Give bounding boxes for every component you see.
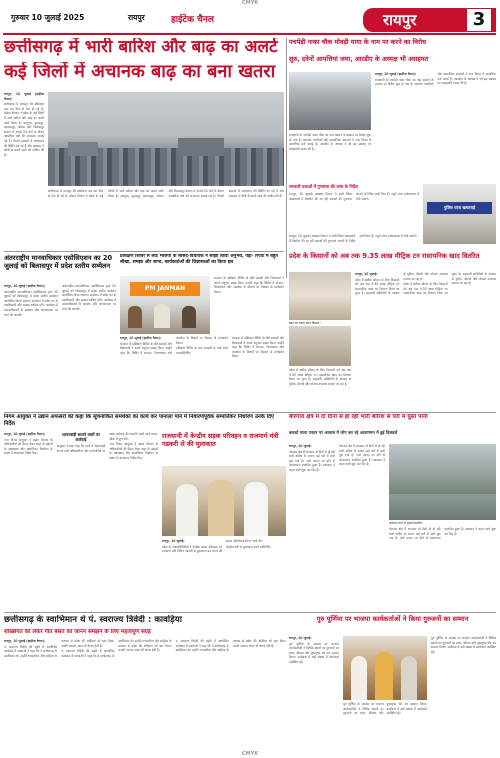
right-top-subheadline: सरकारी दवाओं में गुणवत्ता की जांच के निर्देश <box>289 184 358 189</box>
right-top-body-2: राजधानी के पचपेड़ी नाका चौक का नाम बदलने के प्रस्ताव पर विरोध शुरू हो गया है। स्थानीय नागरिकों और सामाजिक संगठनों ने नगर निगम में आपत्तियां दर्ज कराई हैं। आरडीए के अध्यक्ष ने भी इस प्रस्ताव पर असहमति व्यक्त की है। <box>289 133 371 151</box>
literature-headline: छत्तीसगढ़ के स्वाभिमान थे पं. स्वराज्य त्रिवेदी : कावड़िया <box>4 615 182 625</box>
rapid-photo-fertilizer <box>289 272 351 320</box>
flood-dateline: रायपुर, 10 जुलाई। <box>289 444 312 448</box>
crime-body-3: नगर निगम आयुक्त ने उद्यान विभाग के अधिकारियों की बैठक लेकर शहर के उद्यानों के रखरखाव और सम्पत्तिकर निर्धारण के संबंध में आवश्यक निर्देश दिए। <box>109 442 158 460</box>
masthead-bar <box>3 8 496 32</box>
top-cmyk-label: CMYK <box>241 0 259 6</box>
right-top-headline-1: पचपेड़ी नाका चौक मोवड़ी याया के नाम पर करने का विरोध <box>289 38 427 46</box>
flood-headline: बोरगांव क्षेत्र में दो दिनों से हो रही भारी बारिश से घरों में घुसा पानी <box>289 414 428 420</box>
right-top-dateline: रायपुर, 10 जुलाई (हाईटेक चैनल)। <box>375 72 417 76</box>
gadkari-headline: राजधानी में केन्द्रीय सड़क परिवहन व राजमार्ग मंत्री गडकरी से की मुलाकात <box>162 432 279 448</box>
camp-side-text <box>214 276 284 334</box>
flood-photo-waterlogged-road <box>389 444 496 520</box>
gadkari-body: प्रदेश के जनप्रतिनिधियों ने केन्द्रीय सड़क परिवहन एवं राजमार्ग मंत्री नितिन गडकरी से मुलाकात कर राज्य की सड़क परियोजनाओं पर चर्चा की। <box>162 539 263 554</box>
camp-body-2: भाजपा के प्रशिक्षण शिविर से लौटे सांसदों और विधायकों ने अपने अनुभव साझा किए। उन्होंने कहा कि शिविर में संगठन, विचारधारा और जनसेवा के विषयों पर विस्तार से मार्गदर्शन मिला। <box>232 336 284 359</box>
flood-story <box>289 414 496 610</box>
rapid-text-left <box>289 368 351 410</box>
guru-text-right <box>431 636 496 750</box>
gadkari-dateline: रायपुर, 10 जुलाई। <box>162 539 185 543</box>
masthead-rule <box>3 33 496 35</box>
rapid-text <box>355 272 496 410</box>
rapid-headline: प्रदेश के किसानों को अब तक 9.35 लाख मीट्रिक टन रासायनिक खाद वितरित <box>289 252 480 260</box>
lead-headline-1: छत्तीसगढ़ में भारी बारिश और बाढ़ का अलर्ट <box>4 38 278 57</box>
guru-text-bottom <box>343 702 427 750</box>
literature-story <box>4 614 286 750</box>
seminar-dateline: रायपुर, 10 जुलाई (हाईटेक चैनल)। <box>4 284 46 288</box>
right-top-headline-2: सुरु, दवेनों आपत्तियां जमा, आरडीए के अध्यक्ष भी असहमत <box>289 55 429 63</box>
seminar-headline: अंतरराष्ट्रीय मानवाधिकार एसोसिएशन का 20 जुलाई को बिलासपुर में प्रदेश स्तरीय सम्मेलन <box>4 254 113 271</box>
lead-body-cont: छत्तीसगढ़ में मानसून की सक्रियता एक बार फिर से तेज हो गई है। मौसम विभाग ने प्रदेश के कई जिलों में भारी बारिश और बाढ़ का अलर्ट जारी किया है। सरगुजा, सूरजपुर, बलरामपुर, कोरबा और बिलासपुर संभाग में अगले 24 घंटों के दौरान अत्यधिक वर्षा की संभावना जताई गई है। निचले इलाकों में जलभराव की स्थिति बन गई है और प्रशासन ने लोगों से सतर्क रहने की अपील की है। <box>48 189 284 198</box>
gadkari-text <box>162 539 286 610</box>
literature-subheadline: शख्सियत को लेकर गीत बसंत को जानने समझने के लिए महत्वपूर्ण संग्रह <box>4 629 151 635</box>
camp-banner: PM JANMAN <box>130 282 200 296</box>
crime-text <box>4 432 158 610</box>
section-tab <box>363 8 496 32</box>
lead-lower-text <box>48 189 284 244</box>
camp-caption: प्रशिक्षण शिविर के बाद पत्रकारों से चर्चा करते जनप्रतिनिधि। <box>176 346 228 355</box>
masthead-brand: हाईटेक चैनल <box>171 15 214 25</box>
section-name: रायपुर <box>383 11 417 29</box>
lead-photo-city-skyline <box>48 92 284 186</box>
right-top-sub-text <box>289 192 419 232</box>
camp-headline: प्रशिक्षण शिविर से लौटे भाजपा के सांसद-विधायक ने साझा किया अनुभव, पड़ा- रिपोर्ट में बहुत सीखा, समझा और जाना, कार्यकर्ताओं की जिज्ञासाओं का किया हल <box>120 254 278 265</box>
right-top-bottom-text <box>289 234 496 246</box>
guru-story <box>289 614 496 750</box>
right-top-sub-body: रायपुर, 10 जुलाई। स्वास्थ्य विभाग ने सभी जिला अस्पतालों में वितरित की जा रही दवाओं की गुणवत्ता जांचने के निर्देश जारी किए हैं। नमूने राज्य प्रयोगशाला में भेजे जाएंगे। <box>289 192 419 201</box>
rapid-body-2: प्रदेश में खरीफ सीजन के लिए किसानों को अब तक 9.35 लाख मीट्रिक टन रासायनिक खाद का वितरण किया जा चुका है। सहकारी समितियों के माध्यम से यूरिया, डीएपी और पोटाश उपलब्ध कराया जा रहा है। <box>403 272 496 296</box>
crime-headline: निगम आयुक्त ने उद्यान अफसरों को कहा कि सूचनाकित समर्थकों का कार्य कर पानाला पाने में निवारणपूर्वक सम्पत्तिकर निर्धारण उनके दिए निर्देश <box>4 414 275 427</box>
horizontal-divider-1 <box>4 251 284 252</box>
rapid-dateline: रायपुर, 10 जुलाई। <box>355 272 378 276</box>
gadkari-photo-meeting <box>162 466 286 536</box>
guru-body-3: गुरु पूर्णिमा के अवसर पर भाजपा कार्यकर्ताओं ने विभिन्न स्थानों पर गुरुजनों का शाल, श्रीफल और पुष्पगुच्छ भेंट कर सम्मान किया। कार्यक्रम में बड़ी संख्या में कार्यकर्ता उपस्थित रहे। <box>431 636 496 654</box>
lead-headline-2: कई जिलों में अचानक बाढ़ का बना खतरा <box>4 62 276 82</box>
seminar-story <box>4 254 116 410</box>
flood-subheadline: कवर्धा नाला उफान पर आवास में लोग कर रहे आवागमन में हुई दिक्कतें <box>289 430 398 435</box>
flood-body: बोरगांव क्षेत्र में लगातार दो दिनों से हो रही भारी बारिश के कारण कई घरों में पानी घुस गया है। नाले उफान पर होने से आवागमन प्रभावित हुआ है। प्रशासन ने राहत कार्य शुरू कर दिए हैं। <box>289 449 335 472</box>
literature-body-3: पं. स्वराज्य त्रिवेदी की स्मृति में आयोजित कार्यक्रम में वक्ताओं ने कहा कि वे छत्तीसगढ़ के स्वाभिमान थे। उन्होंने पत्रकारिता और साहित्य के माध्यम से प्रदेश की अस्मिता को स्वर दिया। उनकी रचनाएं आज भी प्रेरणा देती हैं। <box>175 639 286 653</box>
guru-body-2: गुरु पूर्णिमा के अवसर पर भाजपा कार्यकर्ताओं ने विभिन्न स्थानों पर गुरुजनों का शाल, श्रीफल और पुष्पगुच्छ भेंट कर सम्मान किया। कार्यक्रम में बड़ी संख्या में कार्यकर्ता उपस्थित रहे। <box>343 702 427 716</box>
horizontal-divider-2 <box>4 412 496 413</box>
page-number: 3 <box>467 9 491 31</box>
lead-dateline: रायपुर, 10 जुलाई (हाईटेक चैनल)। <box>4 92 44 101</box>
guru-text-left <box>289 636 339 750</box>
rapid-caption: खाद का उठाव करते किसान। <box>289 321 321 325</box>
gadkari-caption: केन्द्रीय मंत्री से मुलाकात करते प्रतिनिधि। <box>226 544 271 549</box>
guru-photo-felicitation <box>343 636 427 700</box>
camp-dateline: रायपुर, 10 जुलाई (हाईटेक चैनल)। <box>120 336 162 340</box>
seminar-text <box>4 284 116 410</box>
masthead-city: रायपुर <box>128 13 145 22</box>
horizontal-divider-3 <box>4 612 496 613</box>
right-top-body: राजधानी के पचपेड़ी नाका चौक का नाम बदलने के प्रस्ताव पर विरोध शुरू हो गया है। स्थानीय नागरिकों और सामाजिक संगठनों ने नगर निगम में आपत्तियां दर्ज कराई हैं। आरडीए के अध्यक्ष ने भी इस प्रस्ताव पर असहमति व्यक्त की है। <box>375 72 496 87</box>
seminar-body: अंतरराष्ट्रीय मानवाधिकार एसोसिएशन द्वारा 20 जुलाई को बिलासपुर में प्रदेश स्तरीय सम्मेलन आयोजित किया जाएगा। सम्मेलन में प्रदेश भर के पदाधिकारी और सदस्य शामिल होंगे। कार्यक्रम में मानवाधिकारों के संरक्षण और जागरूकता पर चर्चा की जाएगी। <box>4 289 58 317</box>
camp-body-side: भाजपा के प्रशिक्षण शिविर से लौटे सांसदों और विधायकों ने अपने अनुभव साझा किए। उन्होंने कहा कि शिविर में संगठन, विचारधारा और जनसेवा के विषयों पर विस्तार से मार्गदर्शन मिला। <box>214 276 284 294</box>
lead-column-1 <box>4 92 44 242</box>
guru-dateline: रायपुर, 10 जुलाई। <box>289 636 312 640</box>
police-station-banner: पुलिस थाना खमतराई <box>427 202 492 214</box>
crime-body-2: आयुक्त ने स्पष्ट कहा कि कार्य में लापरवाही बरतने वाले अधिकारियों और कर्मचारियों पर सख्त कार्रवाई की जाएगी। सभी कार्य समय-सीमा में पूर्ण करें। <box>56 432 158 453</box>
rapid-story <box>289 252 496 410</box>
right-top-photo-road <box>289 72 371 130</box>
literature-body-2: पं. स्वराज्य त्रिवेदी की स्मृति में आयोजित कार्यक्रम में वक्ताओं ने कहा कि वे छत्तीसगढ़ के स्वाभिमान थे। उन्होंने पत्रकारिता और साहित्य के माध्यम से प्रदेश की अस्मिता को स्वर दिया। उनकी रचनाएं आज भी प्रेरणा देती हैं। <box>61 639 172 658</box>
literature-body: पं. स्वराज्य त्रिवेदी की स्मृति में आयोजित कार्यक्रम में वक्ताओं ने कहा कि वे छत्तीसगढ़ के स्वाभिमान थे। उन्होंने पत्रकारिता और साहित्य के माध्यम से प्रदेश की अस्मिता को स्वर दिया। उनकी रचनाएं आज भी प्रेरणा देती हैं। <box>4 639 115 658</box>
rapid-body: प्रदेश में खरीफ सीजन के लिए किसानों को अब तक 9.35 लाख मीट्रिक टन रासायनिक खाद का वितरण किया जा चुका है। सहकारी समितियों के माध्यम से यूरिया, डीएपी और पोटाश उपलब्ध कराया जा रहा है। <box>355 272 448 296</box>
bottom-cmyk-label: CMYK <box>241 751 259 757</box>
crime-dateline: रायपुर, 10 जुलाई (हाईटेक चैनल)। <box>4 432 46 436</box>
guru-headline: गुरु पूर्णिमा पर भाजपा कार्यकर्ताओं ने किया गुरुजनों का सम्मान <box>316 615 469 623</box>
flood-text-left <box>289 444 385 610</box>
rapid-photo-2 <box>289 326 351 366</box>
crime-body: नगर निगम आयुक्त ने उद्यान विभाग के अधिकारियों की बैठक लेकर शहर के उद्यानों के रखरखाव और सम्पत्तिकर निर्धारण के संबंध में आवश्यक निर्देश दिए। <box>4 437 53 456</box>
camp-body: भाजपा के प्रशिक्षण शिविर से लौटे सांसदों और विधायकों ने अपने अनुभव साझा किए। उन्होंने कहा कि शिविर में संगठन, विचारधारा और जनसेवा के विषयों पर विस्तार से मार्गदर्शन मिला। <box>120 336 228 355</box>
flood-body-2: बोरगांव क्षेत्र में लगातार दो दिनों से हो रही भारी बारिश के कारण कई घरों में पानी घुस गया है। नाले उफान पर होने से आवागमन प्रभावित हुआ है। प्रशासन ने राहत कार्य शुरू कर दिए हैं। <box>339 444 385 467</box>
literature-dateline: रायपुर, 10 जुलाई (हाईटेक चैनल)। <box>4 639 46 643</box>
flood-body-3: बोरगांव क्षेत्र में लगातार दो दिनों से हो रही भारी बारिश के कारण कई घरों में पानी घुस गया है। नाले उफान पर होने से आवागमन प्रभावित हुआ है। प्रशासन ने राहत कार्य शुरू कर दिए हैं। <box>389 527 496 541</box>
right-top-text <box>375 72 496 182</box>
right-top-text-left <box>289 133 371 183</box>
camp-story <box>120 254 284 410</box>
lead-body: छत्तीसगढ़ में मानसून की सक्रियता एक बार फिर से तेज हो गई है। मौसम विभाग ने प्रदेश के कई जिलों में भारी बारिश और बाढ़ का अलर्ट जारी किया है। सरगुजा, सूरजपुर, बलरामपुर, कोरबा और बिलासपुर संभाग में अगले 24 घंटों के दौरान अत्यधिक वर्षा की संभावना जताई गई है। निचले इलाकों में जलभराव की स्थिति बन गई है और प्रशासन ने लोगों से सतर्क रहने की अपील की है। <box>4 102 44 157</box>
crime-subhead: लापरवाही बरतने वालों पर कार्रवाई <box>62 432 100 442</box>
masthead-date: गुरुवार 10 जुलाई 2025 <box>11 13 85 22</box>
flood-caption: जलमग्न मार्ग से गुजरते ग्रामीण। <box>389 521 423 525</box>
flood-text-right <box>389 527 496 610</box>
camp-text <box>120 336 284 410</box>
guru-body: गुरु पूर्णिमा के अवसर पर भाजपा कार्यकर्ताओं ने विभिन्न स्थानों पर गुरुजनों का शाल, श्रीफल और पुष्पगुच्छ भेंट कर सम्मान किया। कार्यक्रम में बड़ी संख्या में कार्यकर्ता उपस्थित रहे। <box>289 641 339 664</box>
camp-photo-press-meet <box>120 276 210 334</box>
literature-text <box>4 639 286 749</box>
right-top-sub-body-2: रायपुर, 10 जुलाई। स्वास्थ्य विभाग ने सभी जिला अस्पतालों में वितरित की जा रही दवाओं की गुणवत्ता जांचने के निर्देश जारी किए हैं। नमूने राज्य प्रयोगशाला में भेजे जाएंगे। <box>289 234 417 243</box>
column-divider-right <box>286 38 287 278</box>
seminar-body-2: अंतरराष्ट्रीय मानवाधिकार एसोसिएशन द्वारा 20 जुलाई को बिलासपुर में प्रदेश स्तरीय सम्मेलन आयोजित किया जाएगा। सम्मेलन में प्रदेश भर के पदाधिकारी और सदस्य शामिल होंगे। कार्यक्रम में मानवाधिकारों के संरक्षण और जागरूकता पर चर्चा की जाएगी। <box>62 284 116 311</box>
lead-story <box>4 38 284 248</box>
gadkari-story <box>162 432 286 610</box>
rapid-body-3: प्रदेश में खरीफ सीजन के लिए किसानों को अब तक 9.35 लाख मीट्रिक टन रासायनिक खाद का वितरण किया जा चुका है। सहकारी समितियों के माध्यम से यूरिया, डीएपी और पोटाश उपलब्ध कराया जा रहा है। <box>289 368 351 386</box>
